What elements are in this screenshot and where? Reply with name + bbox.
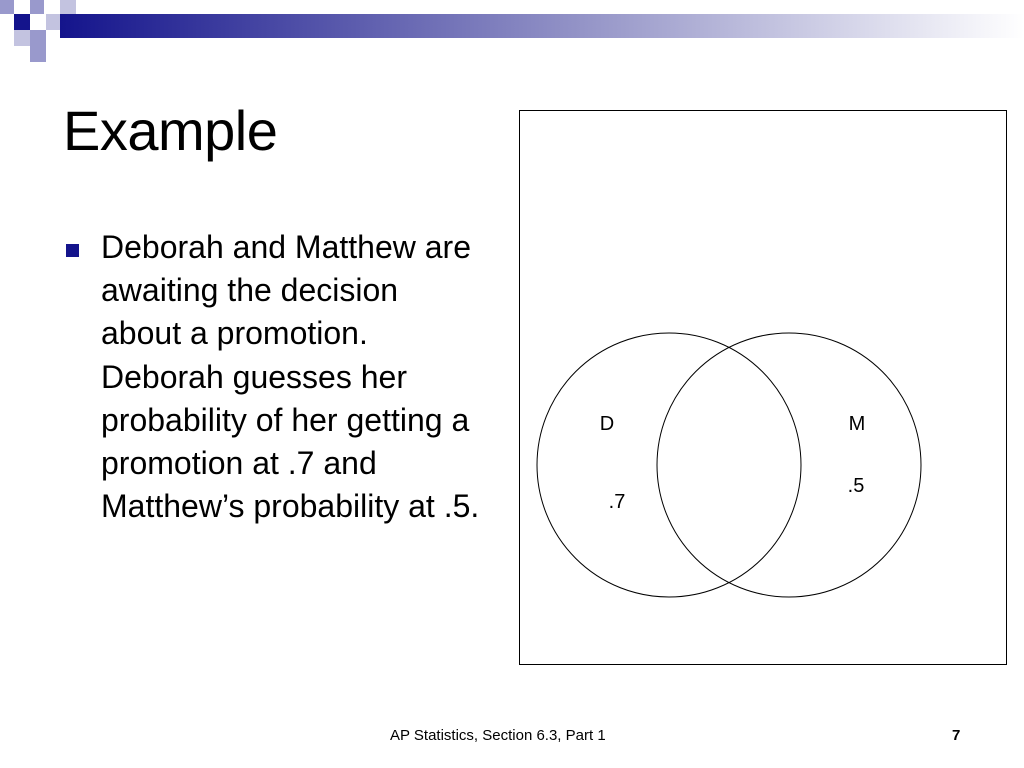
gradient-band <box>60 14 1024 38</box>
deco-square <box>46 14 60 30</box>
deco-square <box>30 46 46 62</box>
footer-text: AP Statistics, Section 6.3, Part 1 <box>390 727 606 744</box>
bullet-item <box>66 226 486 528</box>
set-m-label: M <box>848 413 866 435</box>
header-gradient-bar <box>0 0 1024 64</box>
bullet-list <box>66 226 486 528</box>
set-m-probability: .5 <box>847 475 865 497</box>
deco-square <box>60 0 76 14</box>
deco-square <box>30 0 44 14</box>
bullet-text: Deborah and Matthew are awaiting the decision about a promotion. Deborah guesses her probability of her getting a promotion at .7 and Matthew’s probability at .5. <box>101 229 480 525</box>
deco-square <box>30 30 46 46</box>
deco-square <box>14 14 30 30</box>
page-number: 7 <box>952 727 961 744</box>
deco-square <box>0 0 14 14</box>
set-d-label: D <box>599 413 615 435</box>
square-bullet-icon <box>66 244 79 257</box>
slide-title: Example <box>63 99 278 162</box>
deco-square <box>14 30 30 46</box>
sample-space-box <box>520 111 1007 665</box>
venn-diagram <box>519 110 1008 666</box>
set-d-probability: .7 <box>608 491 626 513</box>
